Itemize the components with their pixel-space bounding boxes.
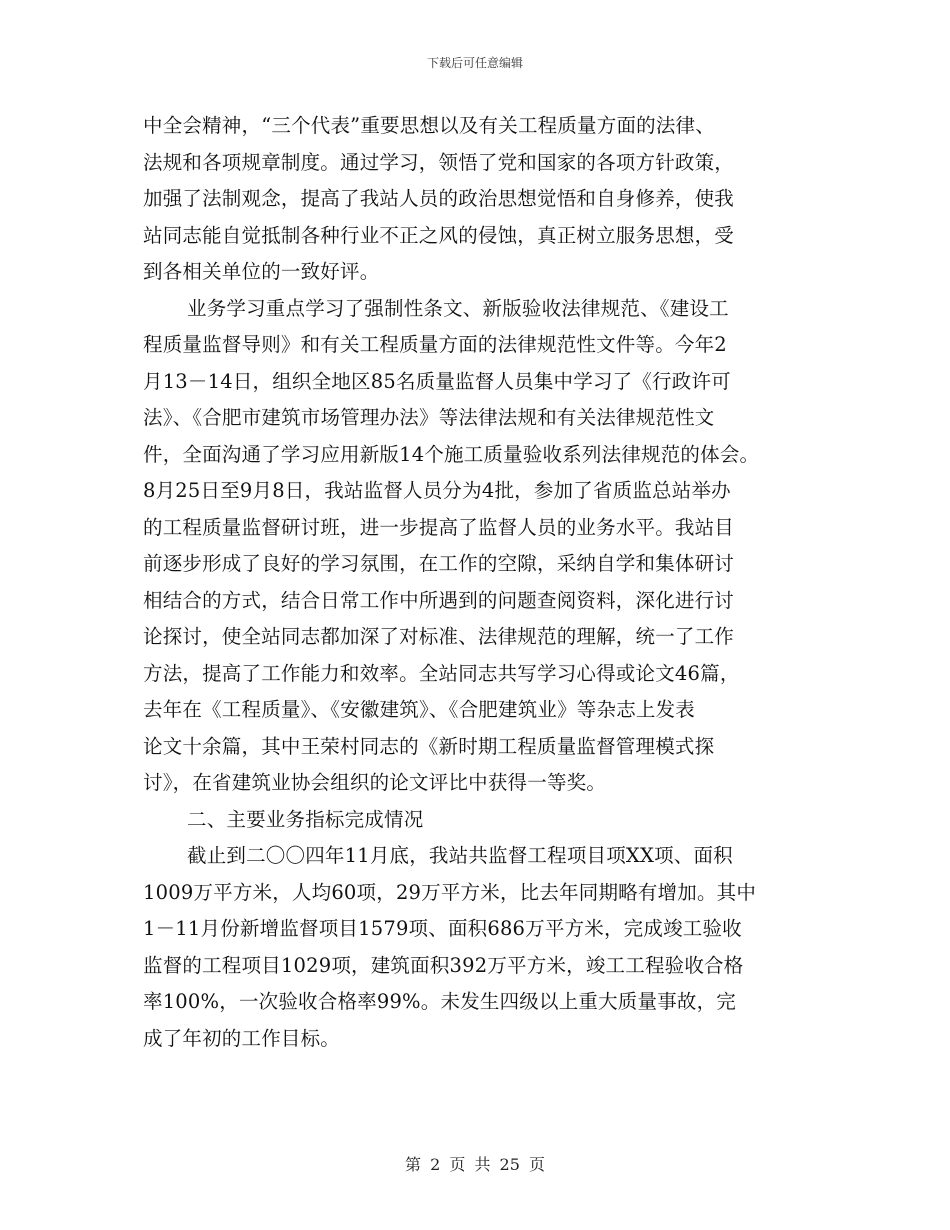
text-line: 中全会精神，“三个代表”重要思想以及有关工程质量方面的法律、 xyxy=(143,114,715,137)
text-line: 法》、《合肥市建筑市场管理办法》等法律法规和有关法律规范性文 xyxy=(143,406,715,429)
text-line: 1－11月份新增监督项目1579项、面积686万平方米，完成竣工验收 xyxy=(143,917,742,940)
text-line: 业务学习重点学习了强制性条文、新版验收法律规范、《建设工 xyxy=(187,296,729,320)
text-line: 站同志能自觉抵制各种行业不正之风的侵蚀，真正树立服务思想，受 xyxy=(143,223,735,247)
text-line: 方法，提高了工作能力和效率。全站同志共写学习心得或论文46篇， xyxy=(143,661,740,685)
document-body xyxy=(143,108,823,1057)
text-line: 监督的工程项目1029项，建筑面积392万平方米，竣工工程验收合格 xyxy=(143,953,744,977)
text-line: 讨》，在省建筑业协会组织的论文评比中获得一等奖。 xyxy=(143,771,607,794)
text-line: 论探讨，使全站同志都加深了对标准、法律规范的理解，统一了工作 xyxy=(143,625,735,648)
text-line: 二、主要业务指标完成情况 xyxy=(187,807,424,831)
text-line: 率100%，一次验收合格率99%。未发生四级以上重大质量事故，完 xyxy=(143,990,736,1013)
text-line: 加强了法制观念，提高了我站人员的政治思想觉悟和自身修养，使我 xyxy=(143,187,735,210)
text-line: 相结合的方式，结合日常工作中所遇到的问题查阅资料，深化进行讨 xyxy=(143,588,735,612)
text-line: 的工程质量监督研讨班，进一步提高了监督人员的业务水平。我站目 xyxy=(143,515,735,539)
text-line: 1009万平方米，人均60项，29万平方米，比去年同期略有增加。其中 xyxy=(143,880,757,904)
text-line: 法规和各项规章制度。通过学习，领悟了党和国家的各项方针政策， xyxy=(143,150,735,174)
page-number-footer: 第 2 页 共 25 页 xyxy=(405,1155,545,1174)
text-line: 截止到二〇〇四年11月底，我站共监督工程项目项XX项、面积 xyxy=(187,844,733,867)
text-line: 到各相关单位的一致好评。 xyxy=(143,260,380,283)
text-line: 程质量监督导则》和有关工程质量方面的法律规范性文件等。今年2 xyxy=(143,333,727,356)
page-header: 下载后可任意编辑 xyxy=(426,56,523,70)
text-line: 月13－14日，组织全地区85名质量监督人员集中学习了《行政许可 xyxy=(143,369,731,393)
text-line: 论文十余篇，其中王荣村同志的《新时期工程质量监督管理模式探 xyxy=(143,734,715,758)
text-line: 成了年初的工作目标。 xyxy=(143,1026,341,1050)
text-line: 8月25日至9月8日，我站监督人员分为4批，参加了省质监总站举办 xyxy=(143,479,731,502)
text-line: 前逐步形成了良好的学习氛围，在工作的空隙，采纳自学和集体研讨 xyxy=(143,552,735,575)
text-line: 去年在《工程质量》、《安徽建筑》、《合肥建筑业》等杂志上发表 xyxy=(143,698,696,721)
text-line: 件，全面沟通了学习应用新版14个施工质量验收系列法律规范的体会。 xyxy=(143,442,760,466)
